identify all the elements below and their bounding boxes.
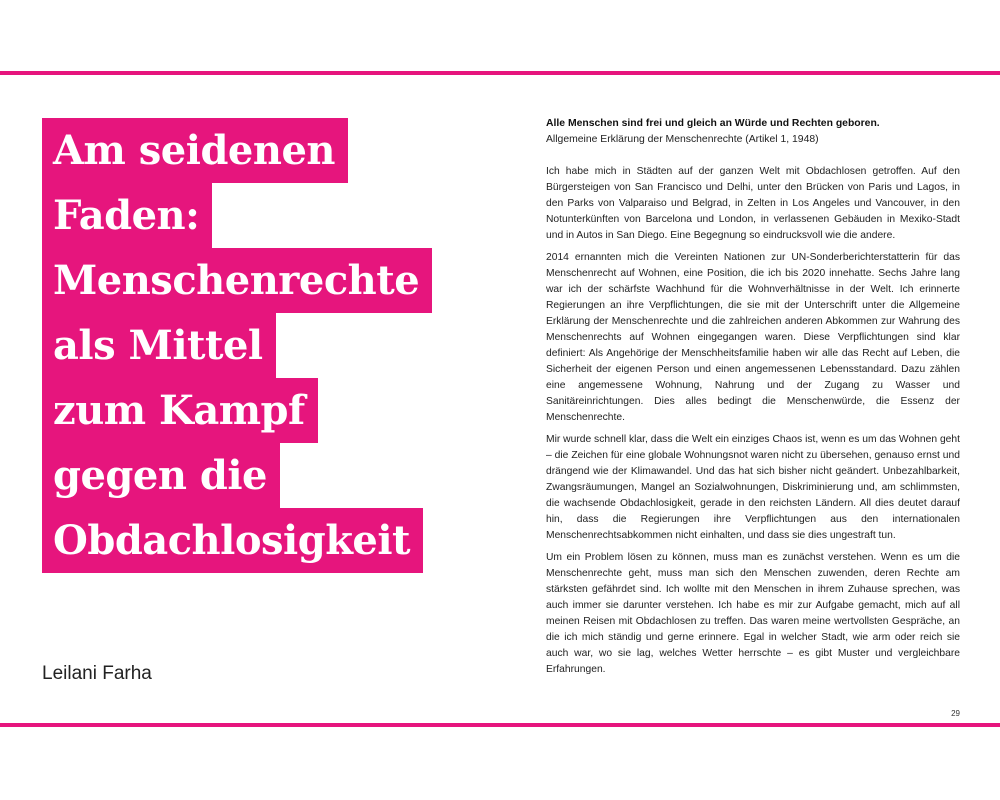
body-paragraph	[546, 684, 960, 686]
bottom-rule	[0, 723, 1000, 727]
motto-source: Allgemeine Erklärung der Menschenrechte (Artikel 1, 1948)	[546, 134, 819, 145]
title-line: als Mittel	[42, 313, 276, 378]
body-text-column	[546, 116, 960, 686]
title-line: Obdachlosigkeit	[42, 508, 423, 573]
author-name: Leilani Farha	[42, 663, 152, 684]
article-title	[42, 118, 482, 573]
title-line: Am seidenen	[42, 118, 348, 183]
title-line: zum Kampf	[42, 378, 318, 443]
top-rule	[0, 71, 1000, 75]
body-paragraph: Ich habe mich in Städten auf der ganzen Welt mit Obdachlosen getroffen. Auf den Bürgersteigen von San Francisco und Delhi, unter den Brücken von Paris und Lagos, in den Parks von Valparaiso und Belgrad, in Zelten in Los Angeles und Vancouver, in den Notunterkünften von Barcelona und London, in verlassenen Gebäuden in Mexiko-Stadt und in Autos in San Diego. Eine Begegnung so eindrucksvoll wie die andere.	[546, 166, 960, 241]
body-paragraph: 2014 ernannten mich die Vereinten Nationen zur UN-Sonderberichterstatterin für das Menschenrecht auf Wohnen, eine Position, die ich bis 2020 innehatte. Sechs Jahre lang war ich der schärfste Wachhund für die Wohnverhältnisse in der Welt. Ich erinnerte Regierungen an ihre Verpflichtungen, die sie mit der Unterschrift unter die Allgemeine Erklärung der Menschenrechte und die zahlreichen anderen Abkommen zur Wahrung des Menschenrechts auf Wohnen eingegangen waren. Diese Verpflichtungen sind klar definiert: Als Angehörige der Menschheitsfamilie haben wir alle das Recht auf Leben, die Sicherheit der eigenen Person und einen angemessenen Lebensstandard. Dazu zählen eine angemessene Wohnung, Nahrung und der Zugang zu Wasser und Sanitäreinrichtungen. Dies alles bedingt die Menschenwürde, die Essenz der Menschenrechte.	[546, 252, 960, 423]
body-paragraph: Um ein Problem lösen zu können, muss man es zunächst verstehen. Wenn es um die Menschenrechte geht, muss man sich den Menschen zuwenden, deren Rechte am stärksten gefährdet sind. Ich wollte mit den Menschen in ihrem Zuhause sprechen, was auch immer sie darunter verstehen. Ich habe es mir zur Aufgabe gemacht, mich auf all meinen Reisen mit Obdachlosen zu treffen. Das waren meine wertvollsten Gespräche, an die ich mich ständig und gerne erinnere. Egal in welcher Stadt, wie arm oder reich sie auch war, wo sie lag, welches Wetter herrschte – es gibt Muster und vergleichbare Erfahrungen.	[546, 552, 960, 675]
body-paragraph: Mir wurde schnell klar, dass die Welt ein einziges Chaos ist, wenn es um das Wohnen geht – die Zeichen für eine globale Wohnungsnot waren nicht zu übersehen, genauso ernst und drängend wie der Klimawandel. Und das hat sich bisher nicht geändert. Unbezahlbarkeit, Zwangsräumungen, Mangel an Sozialwohnungen, Diskriminierung und, am schlimmsten, die wachsende Obdachlosigkeit, gerade in den reichsten Ländern. All dies deutet darauf hin, dass die Regierungen ihre Verpflichtungen aus den internationalen Menschenrechtsabkommen nicht einhalten, und dass sie dies ungestraft tun.	[546, 434, 960, 541]
title-line: Faden:	[42, 183, 212, 248]
motto-quote: Alle Menschen sind frei und gleich an Würde und Rechten geboren.	[546, 118, 880, 129]
title-line: Menschenrechte	[42, 248, 432, 313]
page-number: 29	[951, 709, 960, 718]
title-line: gegen die	[42, 443, 280, 508]
